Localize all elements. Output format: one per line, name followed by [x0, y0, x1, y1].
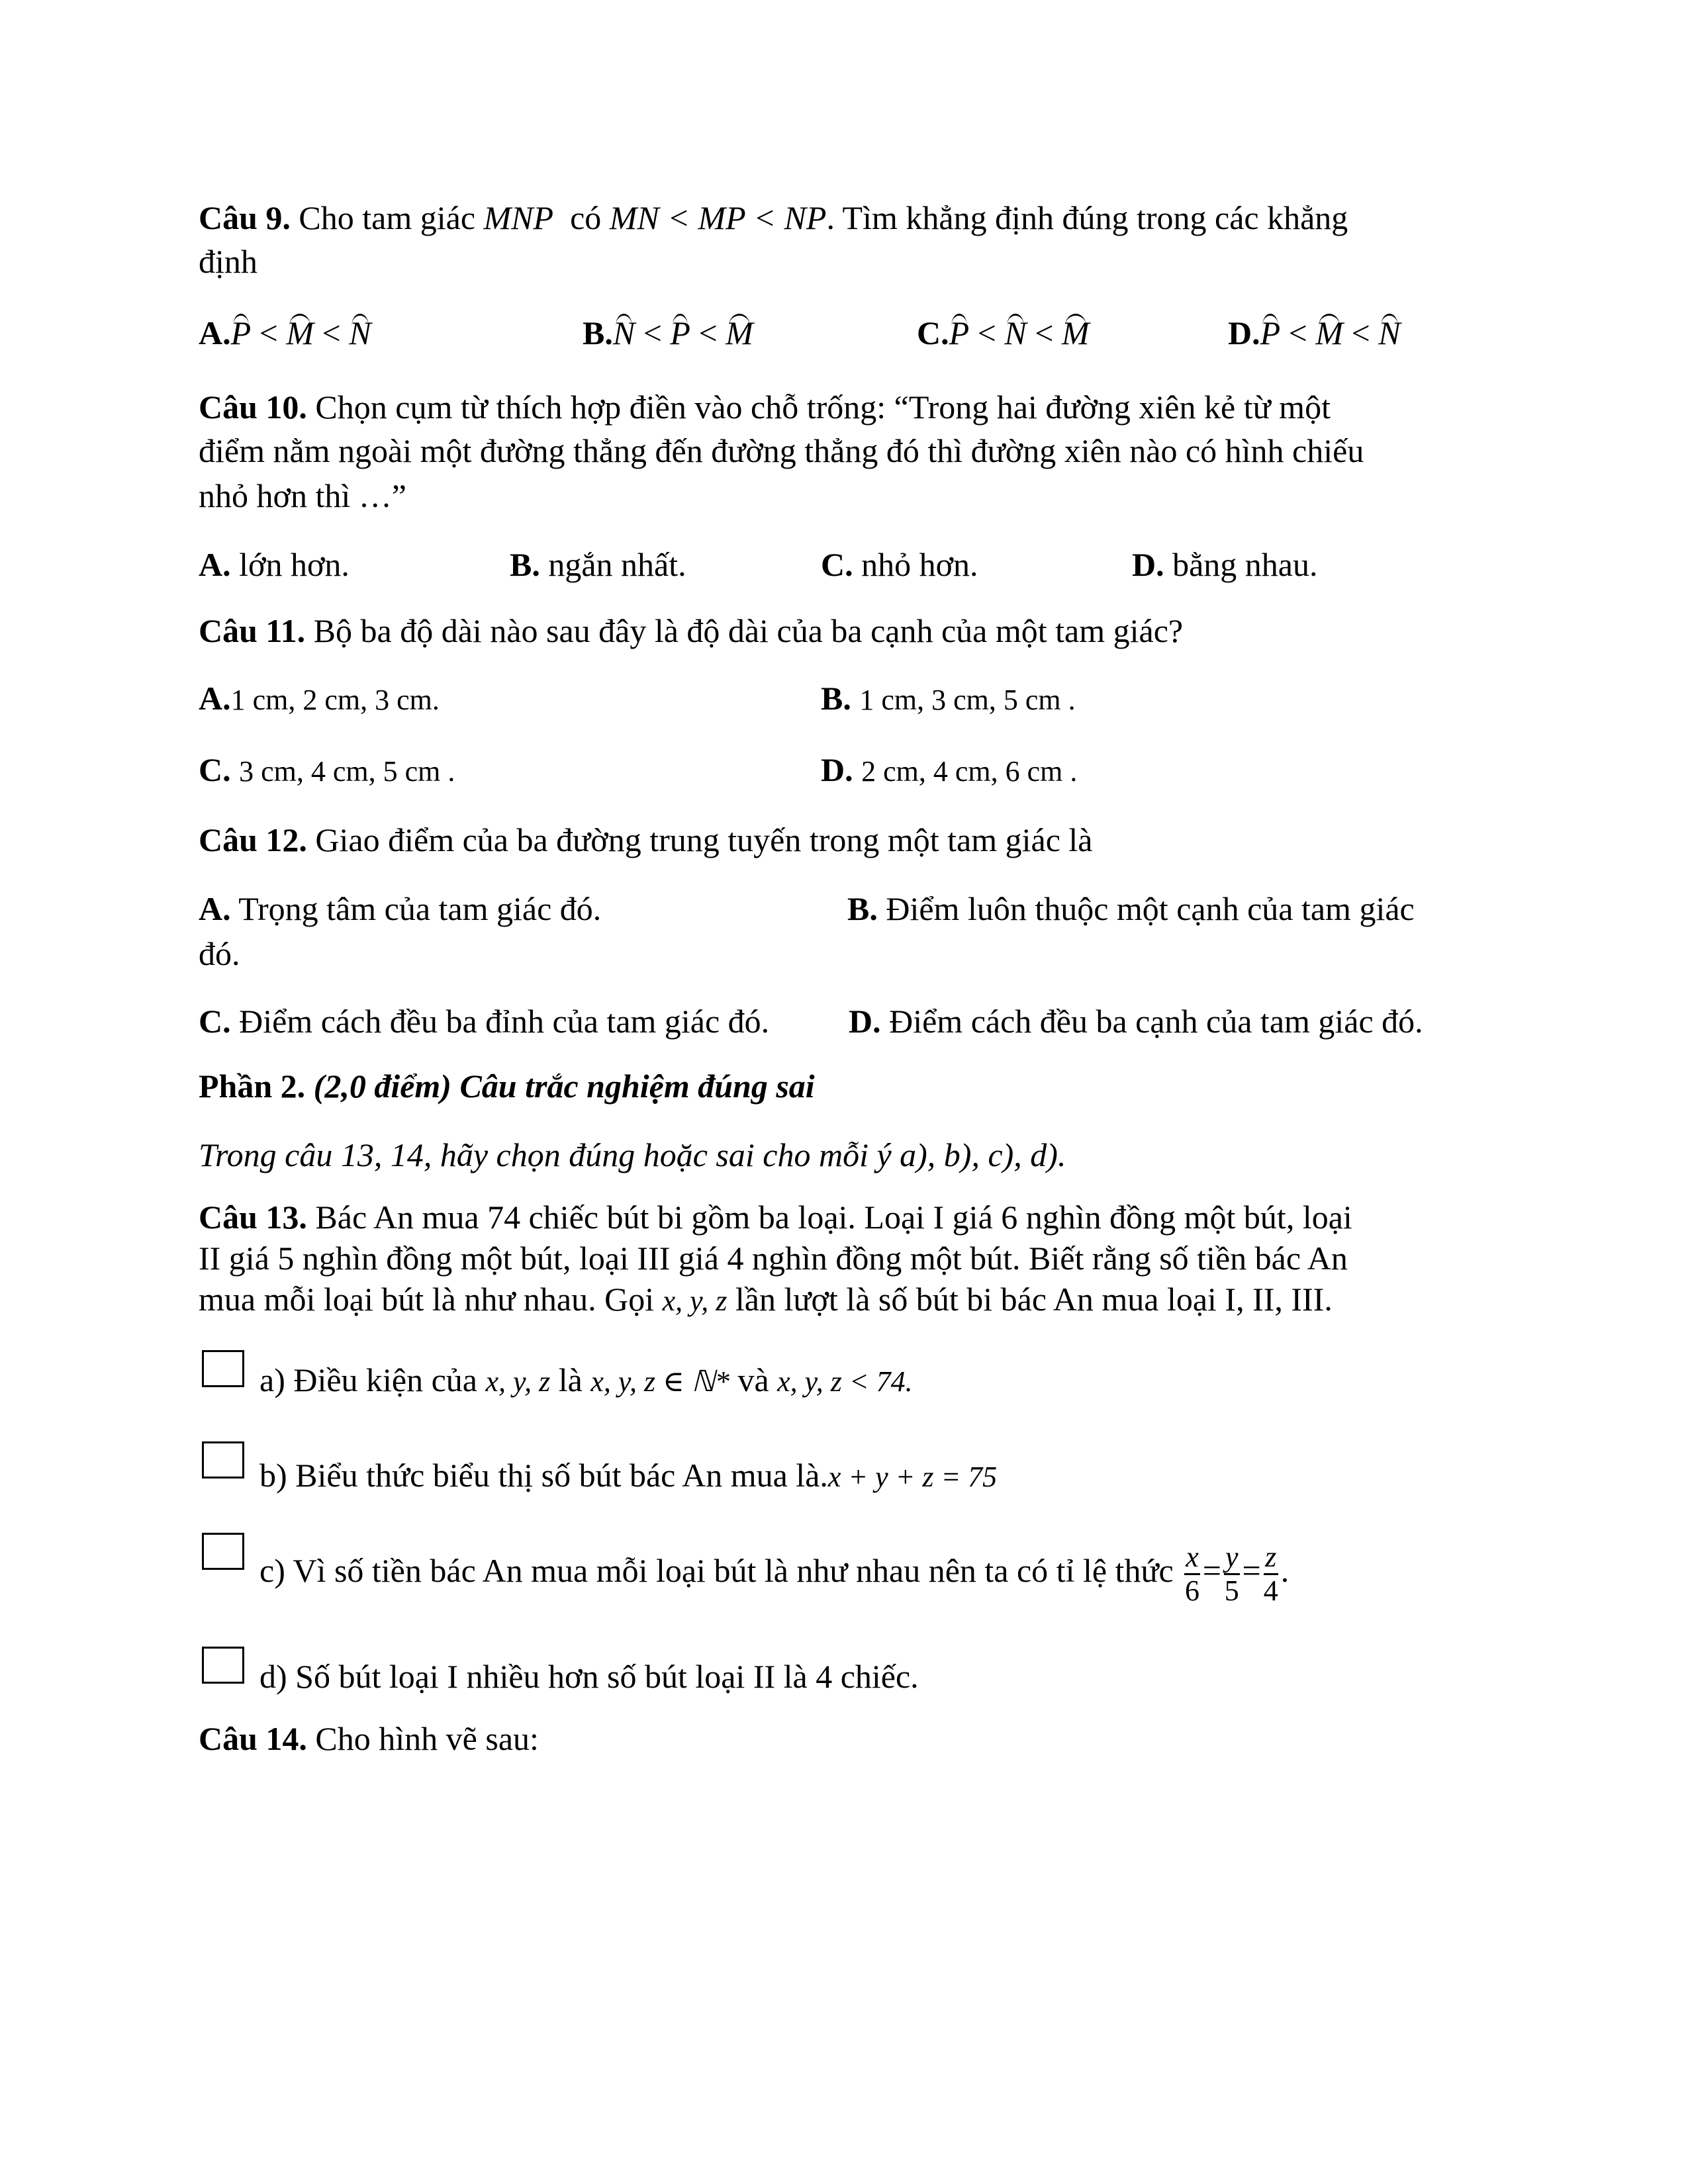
q13-label: Câu 13.	[199, 1199, 307, 1236]
q9-option-d[interactable]: D.P < M < N	[1228, 311, 1401, 355]
q14-label: Câu 14.	[199, 1720, 307, 1757]
q9-text: Cho tam giác	[299, 199, 476, 236]
q13-a-checkbox[interactable]	[202, 1350, 244, 1387]
q13-b-checkbox[interactable]	[202, 1441, 244, 1479]
q9-stem	[199, 196, 1348, 240]
fraction-x-6: $\frac{x}{6}$	[1185, 1541, 1200, 1608]
part2-label: Phần 2.	[199, 1068, 306, 1105]
q12-option-d[interactable]: D. Điểm cách đều ba cạnh của tam giác đó.	[849, 1003, 1423, 1040]
q13-a-vars: x, y, z	[485, 1365, 551, 1398]
q9-triangle: MNP	[483, 199, 554, 236]
q12-label: Câu 12.	[199, 821, 307, 858]
q13-statement-a: a) Điều kiện của x, y, z là x, y, z ∈ ℕ* và x, y, z < 74.	[259, 1361, 913, 1398]
q11-option-b[interactable]: B. 1 cm, 3 cm, 5 cm .	[821, 680, 1076, 717]
q9-option-c[interactable]: C.P < N < M	[917, 311, 1090, 355]
q9-option-a[interactable]: A.P < M < N	[199, 311, 371, 355]
q13-c-checkbox[interactable]	[202, 1533, 244, 1570]
fraction-z-4: $\frac{z}{4}$	[1263, 1541, 1278, 1608]
q9-stem-cont: định	[199, 243, 258, 280]
q11-label: Câu 11.	[199, 612, 306, 649]
q11-option-a[interactable]: A.1 cm, 2 cm, 3 cm.	[199, 680, 440, 717]
q12-option-c[interactable]: C. Điểm cách đều ba đỉnh của tam giác đó.	[199, 1003, 770, 1040]
q13-d-checkbox[interactable]	[202, 1647, 244, 1684]
q11-option-d[interactable]: D. 2 cm, 4 cm, 6 cm .	[821, 751, 1078, 788]
q10-option-a[interactable]: A. lớn hơn.	[199, 546, 350, 583]
q10-option-c[interactable]: C. nhỏ hơn.	[821, 546, 978, 583]
q10-stem: Câu 10. Chọn cụm từ thích hợp điền vào chỗ trống: “Trong hai đường xiên kẻ từ một	[199, 388, 1331, 426]
q13-statement-d: d) Số bút loại I nhiều hơn số bút loại II là 4 chiếc.	[259, 1658, 919, 1695]
part2-heading	[199, 1064, 815, 1108]
q12-stem: Câu 12. Giao điểm của ba đường trung tuyến trong một tam giác là	[199, 821, 1093, 858]
q12-option-a[interactable]: A. Trọng tâm của tam giác đó.	[199, 890, 602, 927]
q10-label: Câu 10.	[199, 388, 307, 426]
q9-option-b[interactable]: B.N < P < M	[583, 311, 753, 355]
part2-title: (2,0 điểm) Câu trắc nghiệm đúng sai	[313, 1068, 815, 1105]
q13-statement-b: b) Biểu thức biểu thị số bút bác An mua là.x + y + z = 75	[259, 1457, 998, 1494]
q12-option-b-cont: đó.	[199, 935, 240, 972]
q9-label: Câu 9.	[199, 199, 291, 236]
q14-stem: Câu 14. Cho hình vẽ sau:	[199, 1720, 539, 1757]
q12-option-b[interactable]: B. Điểm luôn thuộc một cạnh của tam giác	[847, 890, 1415, 927]
q13-statement-c: c) Vì số tiền bác An mua mỗi loại bút là như nhau nên ta có tỉ lệ thức $\frac{x}{6}$ = $\frac{y}{5}$ = $\frac{z}{4}$ .	[259, 1541, 1289, 1608]
q10-option-b[interactable]: B. ngắn nhất.	[510, 546, 686, 583]
q13-stem-line2: II giá 5 nghìn đồng một bút, loại III giá 4 nghìn đồng một bút. Biết rằng số tiền bác An	[199, 1240, 1348, 1277]
q13-stem-line3: mua mỗi loại bút là như nhau. Gọi x, y, z lần lượt là số bút bi bác An mua loại I, II, III.	[199, 1281, 1333, 1318]
q13-stem: Câu 13. Bác An mua 74 chiếc bút bi gồm ba loại. Loại I giá 6 nghìn đồng một bút, loại	[199, 1199, 1352, 1236]
q9-text-co: có	[570, 199, 602, 236]
q9-relation: MN < MP < NP	[609, 199, 827, 236]
q11-option-c[interactable]: C. 3 cm, 4 cm, 5 cm .	[199, 751, 455, 788]
part2-instruction: Trong câu 13, 14, hãy chọn đúng hoặc sai cho mỗi ý a), b), c), d).	[199, 1136, 1066, 1173]
q10-stem-line2: điểm nằm ngoài một đường thẳng đến đường thẳng đó thì đường xiên nào có hình chiếu	[199, 432, 1364, 469]
q11-stem: Câu 11. Bộ ba độ dài nào sau đây là độ dài của ba cạnh của một tam giác?	[199, 612, 1184, 649]
q10-stem-line3: nhỏ hơn thì …”	[199, 477, 406, 514]
q9-text-end: . Tìm khẳng định đúng trong các khẳng	[826, 199, 1348, 236]
q10-option-d[interactable]: D. bằng nhau.	[1132, 546, 1318, 583]
fraction-y-5: $\frac{y}{5}$	[1224, 1541, 1239, 1608]
